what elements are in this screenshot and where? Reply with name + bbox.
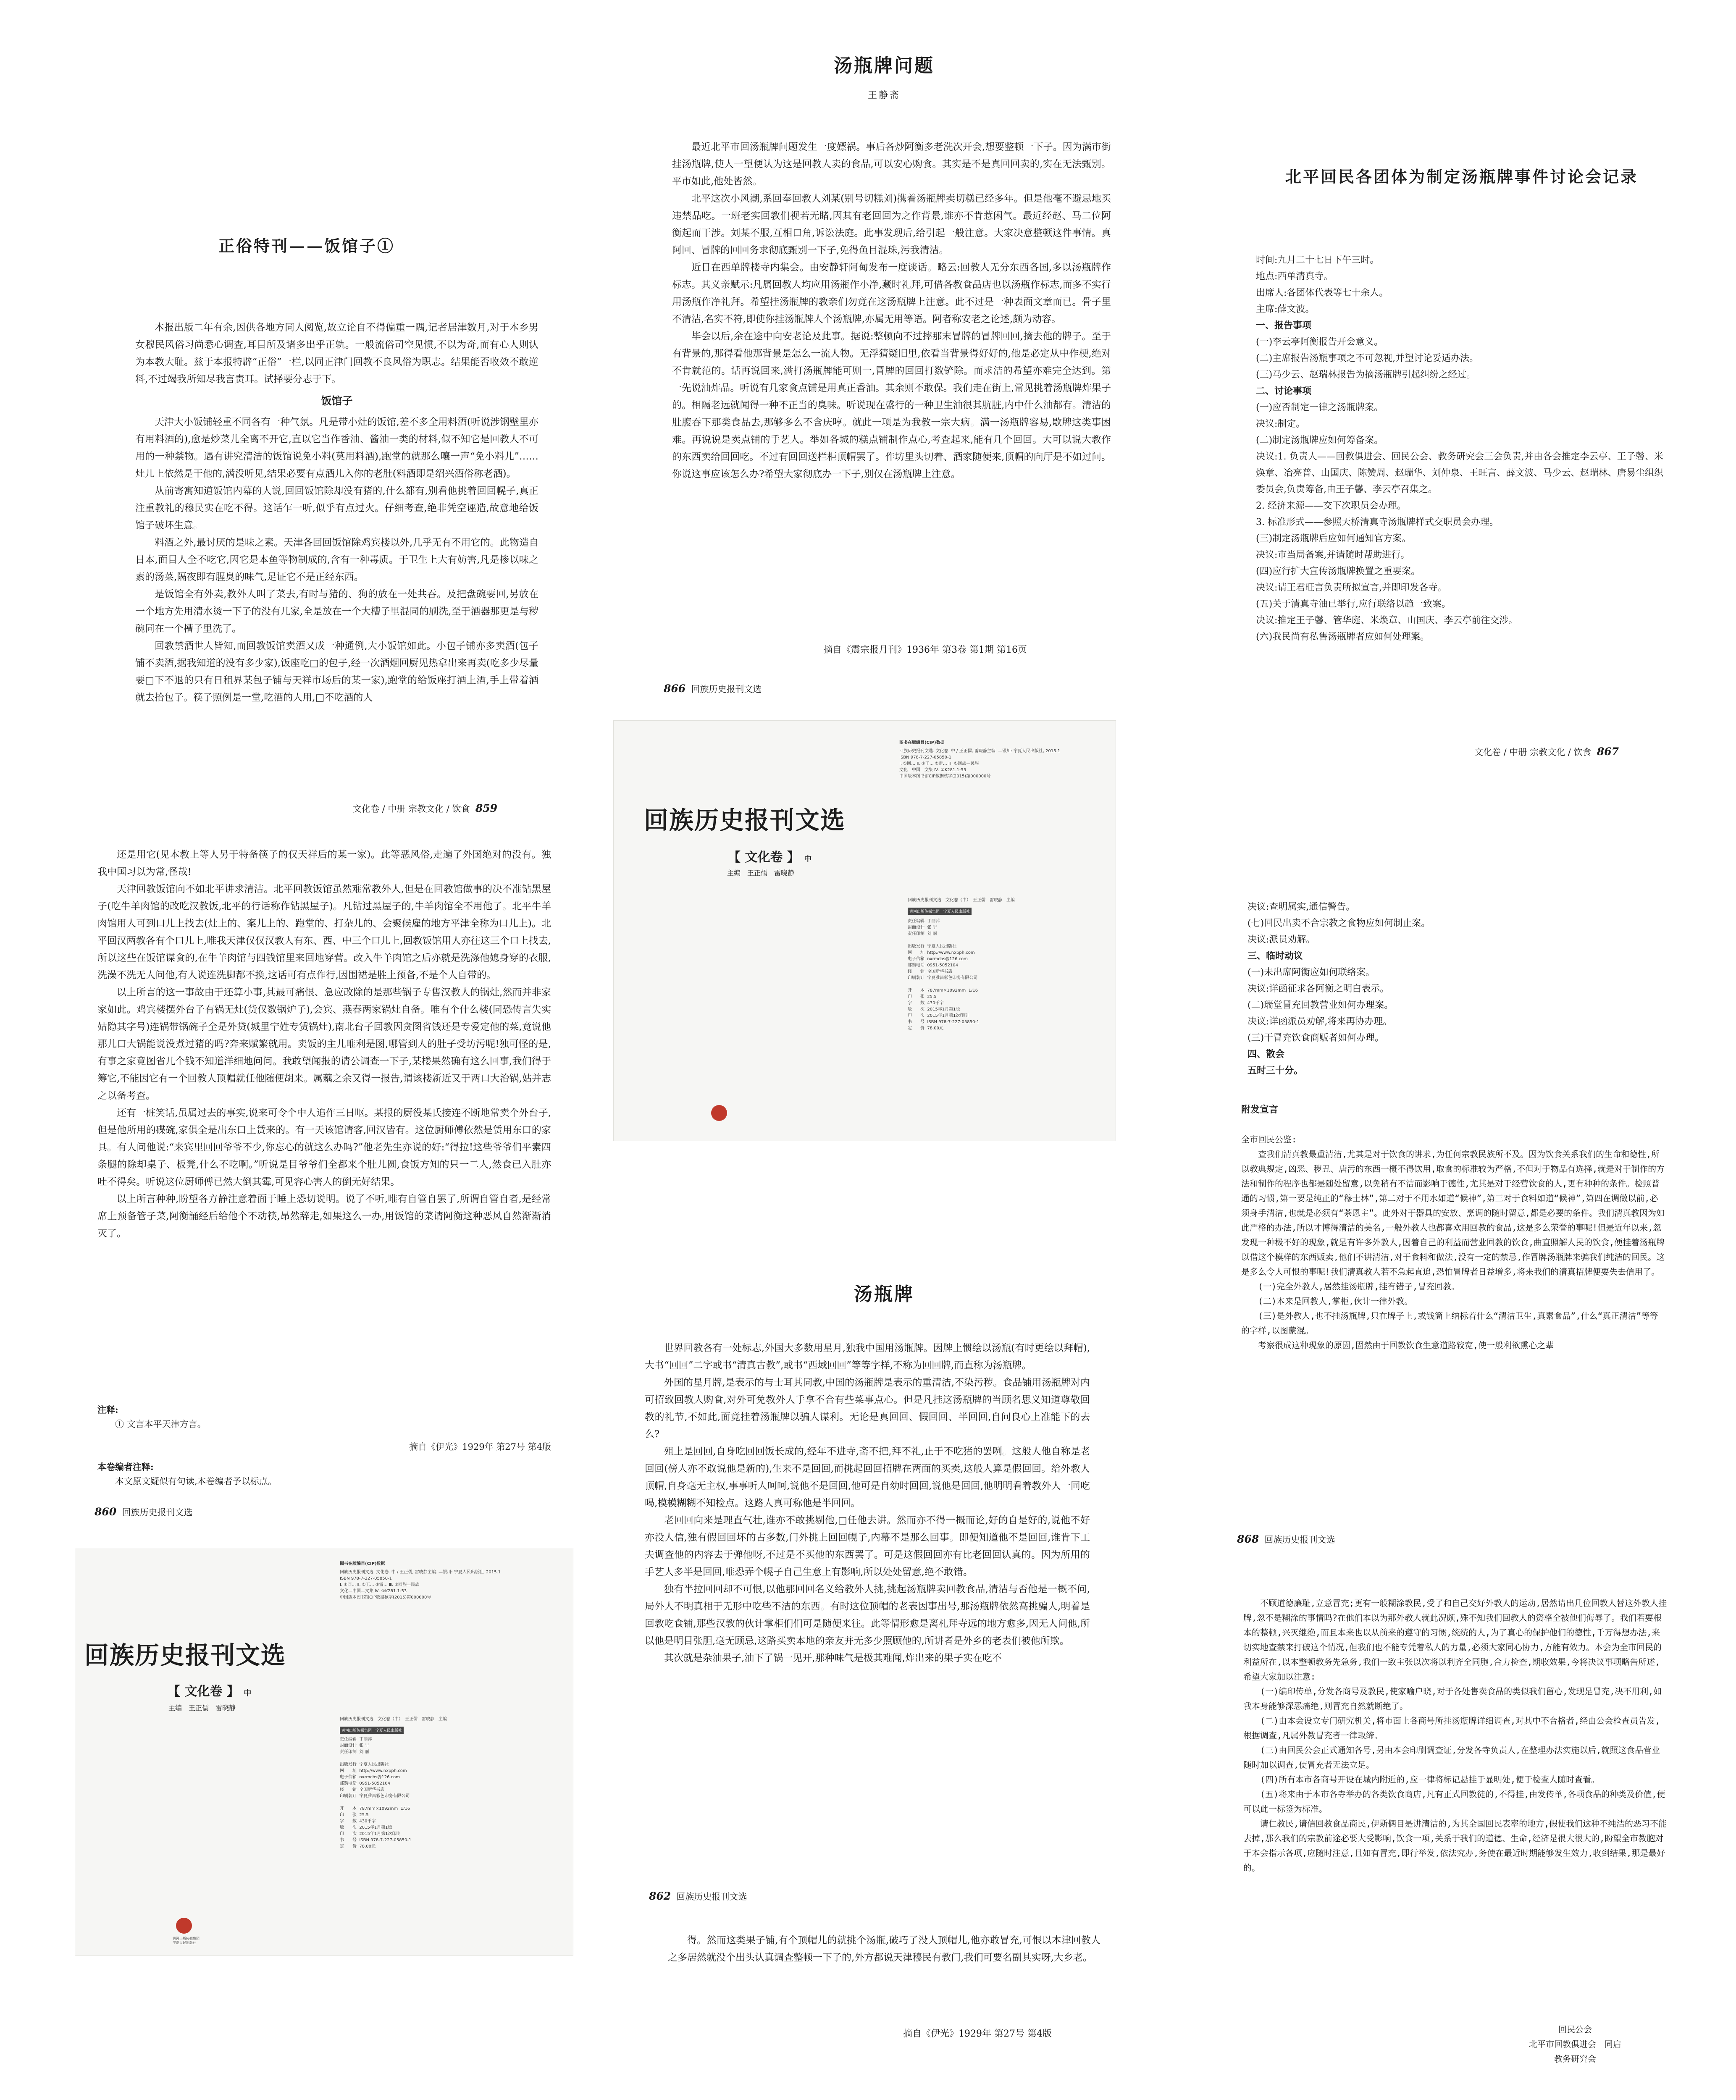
list-item: 决议:详函征求各阿衡之明白表示。 — [1248, 984, 1389, 994]
page-number: 868 — [1237, 1533, 1259, 1545]
publisher-name: 黄河出版传媒集团 宁夏人民出版社 — [173, 1937, 200, 1945]
list-item: 3. 标准形式——参照天桥清真寺汤瓶牌样式交职员会办理。 — [1256, 517, 1499, 528]
paragraph: 查我们清真教最重清洁,尤其是对于饮食的讲求,为任何宗教民族所不及。因为饮食关系我们的生命和德性,所以教典规定,凶恶、秽丑、唐污的东西一概不得饮用,取食的标准较为严格,不但对于物品有选择,就是对于制作的方法和制作的程序也都是随处留意,以免稍有不洁而影响于德性,尤其是对于经营饮食的人,更有种种的条件。检照普通的习惯,第一要是纯正的“穆士林”,第二对于不用水如道“候神”,第三对于食料如道“候神”,第四在调做以前,必须身手清洁,也就是必须有“茶恩主”。此外对于器具的安放、烹调的随时留意,都是必要的条件。我们清真教因为如此严格的办法,所以才博得清洁的美名,一般外教人也都喜欢用回教的食品,这是多么荣誉的事呢!但是近年以来,忽发现一种极不好的现象,就是有许多外教人,因着自己的利益而营业回教的饮食,曲直照解人民的饮食,便挂着汤瓶牌以借这个模样的东西贩卖,他们不讲清洁,对于食料和做法,没有一定的禁忌,作冒牌汤瓶牌来骗我们纯洁的回民。这是多么令人可恨的事呢!我们清真教人若不急起直追,恐怕冒牌者日益增多,将来我们的清真招牌便要失去信用了。 — [1241, 1149, 1665, 1277]
folio-text: 文化卷 / 中册 宗教文化 / 饮食 — [1474, 747, 1592, 757]
note-label: 注释: — [97, 1404, 118, 1415]
section-heading: 四、散会 — [1248, 1049, 1285, 1060]
page-number: 862 — [649, 1890, 671, 1902]
article-title-867: 北平回民各团体为制定汤瓶牌事件讨论会记录 — [1285, 167, 1638, 186]
list-item: 决议:1. 负责人——回教俱进会、回民公会、教务研究会三会负责,并由各会推定李云亭、王子馨、米焕章、冶亮普、山国庆、陈赞周、赵瑞华、刘仲泉、王旺言、薛文波、马少云、赵瑞林、唐易尘组织委员会,负责筹备,由王子馨、李云亭召集之。 — [1256, 452, 1663, 495]
paragraph: 最近北平市回汤瓶牌问题发生一度嫖祸。事后各炒阿衡多老洗次开会,想要整顿一下子。因为满市街挂汤瓶牌,使人一望便认为这是回教人卖的食品,可以安心购食。其实是不是真回回卖的,实在无法甄别。平市如此,他处皆然。 — [672, 142, 1111, 187]
paragraph: 得。然而这类果子铺,有个顶帽儿的就挑个汤瓶,破巧了没人顶帽儿,他亦敢冒充,可恨以本津回教人之多居然就没个出头认真调查整顿一下子的,外方都说天津穆民有教门,我们可要名副其实呀,大乡老。 — [668, 1935, 1100, 1963]
page-number: 866 — [664, 682, 686, 695]
article-body-867 — [1256, 252, 1663, 718]
folio-text: 回族历史报刊文选 — [691, 684, 762, 694]
list-item: (二)制定汤瓶牌应如何筹备案。 — [1256, 435, 1384, 446]
source-line-863: 摘自《伊光》1929年 第27号 第4版 — [903, 2029, 1052, 2039]
volume-suffix: 中 — [244, 1689, 252, 1698]
section-heading: 三、临时动议 — [1248, 950, 1303, 961]
appendix-868 — [1241, 1102, 1665, 1527]
article-body-863 — [668, 1932, 1100, 2008]
section-heading: 饭馆子 — [321, 395, 353, 407]
paragraph: 近日在西单牌楼寺内集会。由安静轩阿甸发布一度谈话。略云:回教人无分东西各国,多以汤瓶牌作标志。其义亲赋示:凡属回教人均应用汤瓶作小净,藏时礼拜,可借各教食品店也以汤瓶作标志,而多不实行用汤瓶作净礼拜。希望挂汤瓶牌的教亲们勿竟在这汤瓶牌上注意。此不过是一种表面文章而已。骨子里不清洁,名实不符,即使你挂汤瓶牌人个汤瓶牌,亦属无用等语。阿者称安老之论述,颇为动容。 — [672, 262, 1111, 325]
editors: 主编 王正儒 雷晓静 — [168, 1704, 236, 1712]
list-item: 决议:推定王子馨、管华庭、米焕章、山国庆、李云亭前往交涉。 — [1256, 615, 1518, 626]
paragraph: 请仁教民,请信回教食品商民,伊斯俩目是讲清洁的,为其全国回民表率的地方,假使我们这种不纯洁的恶习不能去掉,那么我们的宗教前途必要大受影响,饮食一项,关系于我们的道德、生命,经济是很大很大的,盼望全市教胞对于本会指示各项,应随时注意,且如有冒充,即行举发,依法究办,务使在最近时期能够发生效力,收到结果,那是最好的。 — [1243, 1819, 1667, 1873]
article-body-859 — [135, 319, 538, 815]
book-info: 责任编辑 丁丽萍 封面设计 张 宁 责任印制 刘 丽 出版发行 宁夏人民出版社 网 址 http://www.nxpph.com 电子信箱 nxrmcbs@126.com 邮购电话 0951-5052104 经 销 全国新华书店 印刷装订 宁夏雅昌彩色印务有限公司 开 本 787mm×1092mm 1/16 印 张 25.5 字 数 430千字 版 次 2015年1月第1版 印 次 2015年1月第1次印刷 书 号 ISBN 978-7-227-05850-1 定 价 78.00元 — [340, 1737, 412, 1849]
list-item: 决议:制定。 — [1256, 419, 1305, 429]
book-info: 责任编辑 丁丽萍 封面设计 张 宁 责任印制 刘 丽 出版发行 宁夏人民出版社 网 址 http://www.nxpph.com 电子信箱 nxrmcbs@126.com 邮购电话 0951-5052104 经 销 全国新华书店 印刷装订 宁夏雅昌彩色印务有限公司 开 本 787mm×1092mm 1/16 印 张 25.5 字 数 430千字 版 次 2015年1月第1版 印 次 2015年1月第1次印刷 书 号 ISBN 978-7-227-05850-1 定 价 78.00元 — [908, 919, 980, 1031]
cip-heading: 图书在版编目(CIP)数据 — [340, 1562, 385, 1566]
page-folio-868 — [1237, 1533, 1335, 1546]
editor-note-label: 本卷编者注释: — [97, 1462, 154, 1472]
intro-paragraph: 本报出版二年有余,因供各地方同人阅览,故立论自不得偏重一隅,记者居津数月,对于本乡男女穆民风俗习尚悉心调查,耳目所及诸多出乎正轨。一般流俗司空见惯,不以为奇,而有心人则认为本教大耻。兹于本报特辟“正俗”一栏,以同正津门回教不良风俗为职志。结果能否收效不敢逆料,不过竭我所知尽我言责耳。试择要分志于下。 — [135, 322, 538, 385]
paragraph: 是饭馆全有外卖,教外人叫了菜去,有时与猪的、狗的放在一处共吞。及把盘碗要回,另放在一个地方先用清水烫一下子的没有几家,全是放在一个大槽子里混同的刷洗,至于酒器那更是与秽碗同在一个槽子里洗了。 — [135, 589, 538, 634]
list-item: 决议:派员劝解。 — [1248, 934, 1316, 945]
paragraph: (一)完全外教人,居然挂汤瓶牌,挂有错子,冒充回教。 — [1258, 1281, 1460, 1292]
cip-data: 回族历史报刊文选. 文化卷. 中 / 王正儒, 雷晓静主编. —银川: 宁夏人民出版社, 2015.1 ISBN 978-7-227-05850-1 Ⅰ. ①回… Ⅱ. ①王… ②雷… Ⅲ. ①回族—民族 文化—中国—文集 Ⅳ. ①K281.1-53 中国版本图书馆CIP数据核字(2015)第000000号 — [340, 1570, 501, 1600]
paragraph: 不顾道德廉耻,立意冒充;更有一般糊涂教民,受了和自己交好外教人的运动,居然请出几位回教人替这外教人挂牌,忽不是糊涂的事情吗?在他们本以为那外教人就此况颇,殊不知我们回教人的资格全被他们侮辱了。我们若要根本的整顿,兴灭继绝,而且本来也以从前来的遵守的习惯,统统的人,为了真心的保护他们的德性,千万得想办法,来切实地查禁来打破这个情况,但我们也不能专凭着私人的力量,必须大家同心协力,方能有效力。本会为全市回民的利益所在,以本整顿教务先急务,我们一致主张以次将以利齐全同胞,合力检查,期收效果,今将决议事项略告所述,希望大家加以注意: — [1243, 1598, 1667, 1682]
publisher-logo-icon — [711, 1105, 727, 1121]
list-item: 决议:详函派员劝解,将来再协办理。 — [1248, 1016, 1392, 1027]
appendix-heading: 附发宣言 — [1241, 1104, 1279, 1115]
book-cover-spread-1 — [75, 1548, 573, 1956]
article-body-869 — [1243, 1596, 1668, 2016]
page-folio-860 — [95, 1506, 193, 1518]
publisher-logo-icon — [176, 1918, 192, 1934]
list-item: (七)回民出卖不合宗教之食物应如何制止案。 — [1248, 918, 1431, 929]
article-body-868 — [1248, 899, 1659, 1079]
page-number: 867 — [1597, 746, 1619, 758]
paragraph: 天津大小饭铺轻重不同各有一种气氛。凡是带小灶的饭馆,差不多全用料酒(听说涉钢壁里亦有用料酒的),愈是炒菜儿全离不开它,直以它当作香油、酱油一类的材料,似不知它是回教人不可用的一种禁物。遇有讲究清洁的饭馆说免小料(莫用料酒),跑堂的就那么嚷一声“免小料儿”……灶儿上依然是干他的,满没听见,结果必要有点酒儿入你的老肚(料酒即是绍兴酒俗称老酒)。 — [135, 417, 538, 479]
list-item: (五)关于清真寺油已举行,应行联络以趋一致案。 — [1256, 599, 1451, 609]
paragraph: 回教禁酒世人皆知,而回教饭馆卖酒又成一种通例,大小饭馆如此。小包子铺亦多卖酒(包子铺不卖酒,据我知道的没有多少家),饭座吃□的包子,经一次酒烟回厨见热拿出来再卖(吃多少尽量要□下不退的只有日租界某包子铺与天祥市场后的某一家),跑堂的给饭座打酒上酒,手上带着酒就去拾包子。筷子照例是一堂,吃酒的人用,□不吃酒的人 — [135, 640, 538, 703]
book-info-heading: 回族历史报刊文选 文化卷（中） 王正儒 雷晓静 主编 — [340, 1717, 447, 1722]
meta-chair: 主席:薛文波。 — [1256, 304, 1315, 315]
page-folio-867 — [1474, 746, 1619, 758]
meta-place: 地点:西单清真寺。 — [1256, 271, 1333, 282]
page-number: 860 — [95, 1506, 117, 1518]
paragraph: 还有一桩笑话,虽属过去的事实,说来可令个中人追作三日呕。某报的厨役某氏接连不断地常卖个外台子,但是他所用的碟碗,家俱全是出东口上赁来的。有一天该馆请客,回汉皆有。这位厨师傅依然是赁用东口的家具。有人问他说:“来宾里回回爷爷不少,你忘心的就这么办吗?”他老先生亦说的好:“得拉!这些爷爷们平素四条腿的除却桌子、板凳,什么不吃啊。”听说是目爷爷们全都来个肚儿圆,食饭方知的只一二人,然食已入肚亦吐不得矣。听说这位厨师傅已然大倒其霉,可见容心害人的倒无好结果。 — [97, 1108, 551, 1187]
list-item: (三)制定汤瓶牌后应如何通知官方案。 — [1256, 533, 1411, 544]
list-item: (二)瑞堂冒充回教营业如何办理案。 — [1248, 1000, 1394, 1011]
volume-text: 【 文化卷 】 — [168, 1684, 239, 1699]
editor-note: 本文原文疑似有句读,本卷编者予以标点。 — [115, 1476, 277, 1486]
article-title-862: 汤瓶牌 — [854, 1284, 914, 1305]
volume-text: 【 文化卷 】 — [728, 850, 800, 865]
paragraph: 考察很成这种现象的原因,固然由于回教饮食生意道路较宽,使一般利欲熏心之辈 — [1258, 1340, 1554, 1350]
article-body-862 — [645, 1340, 1090, 1882]
paragraph: 老回回向来是理直气壮,谁亦不敢挑剔他,□任他去讲。然而亦不得一概而论,好的自是好的,说他不好亦没人信,独有假回回坏的占多数,门外挑上回回幌子,内幕不是那么回事。即便知道他不是回回,谁肯下工夫调查他的内容去于弹他呀,不过是不买他的东西罢了。可是这假回回亦有比老回回认真的。因为所用的手艺人多半是回回,唯恐弄个幌子自己生意上有影响,所以处处留意,绝不敢错。 — [645, 1515, 1090, 1578]
volume-label — [728, 847, 812, 865]
article-body-860 — [97, 846, 551, 1405]
publisher-bar: 黄河出版传媒集团 宁夏人民出版社 — [340, 1727, 404, 1734]
paragraph: 以上所言种种,盼望各方静注意着面于睡上恐切说明。说了不听,唯有自管自罢了,所谓自管自者,是经常席上预备管子菜,阿衡誦经后给他个不动筷,昂然辞走,如果这么一办,用饭馆的菜请阿衡这种恶风自然渐渐消灭了。 — [97, 1194, 551, 1239]
paragraph: 独有半拉回回却不可恨,以他那回回名义给教外人挑,挑起汤瓶牌卖回教食品,清洁与否他是一概不问,局外人不明真相于无形中吃些不洁的东西。有时这位顶帽的老表因事出号,那汤瓶牌依然高挑骗人,明着是回教吃食铺,那些汉教的伙计掌柜们们可是随便来往。此等情形愈是离札拜寺远的地方愈多,因无人问他,所以他是明目张胆,毫无顾忌,这路买卖本地的亲友并无多少照顾他的,所讲者是外乡的老表们被他所欺。 — [645, 1584, 1090, 1646]
volume-suffix: 中 — [804, 855, 812, 864]
paragraph: 还是用它(见本教上等人另于特备筷子的仅天祥后的某一家)。此等恶风俗,走遍了外国绝对的没有。独我中国习以为常,怪哉! — [97, 849, 551, 877]
article-title-866: 汤瓶牌问题 — [834, 55, 935, 76]
meta-time: 时间:九月二十七日下午三时。 — [1256, 255, 1379, 265]
list-item: (一)未出席阿衡应如何联络案。 — [1248, 967, 1375, 978]
paragraph: (三)是外教人,也不挂汤瓶牌,只在牌子上,或钱筒上纳标着什么“清洁卫生,真素食品”,什么“真正清洁”等等的字样,以图蒙混。 — [1241, 1311, 1658, 1336]
paragraph: 外国的星月牌,是表示的与士耳其同教,中国的汤瓶牌是表示的重清洁,不染污秽。食品铺用汤瓶牌对内可招致回教人购食,对外可免教外人手拿不合有些菜事点心。但是凡挂这汤瓶牌的当顾名思义知道尊敬回教的礼节,不如此,面竟挂着汤瓶牌以骗人谋利。无论是真回回、假回回、半回回,自问良心上准能下的去么? — [645, 1377, 1090, 1440]
signatories — [1487, 2022, 1663, 2081]
author-866: 王静斋 — [867, 90, 901, 101]
book-cover-spread-2 — [613, 720, 1116, 1141]
list-item: (三)马少云、赵瑞林报告为摘汤瓶牌引起纠纷之经过。 — [1256, 370, 1476, 380]
page-number: 859 — [475, 802, 498, 814]
folio-text: 回族历史报刊文选 — [122, 1507, 193, 1517]
list-item: 决议:市当局备案,并请随时帮助进行。 — [1256, 550, 1410, 560]
list-item: (四)应行扩大宣传汤瓶牌换置之重要案。 — [1256, 566, 1421, 577]
paragraph: (三)由回民公会正式通知各号,另由本会印刷调查证,分发各寺负责人,在整理办法实施以后,就照这食品营业随时加以调查,使冒充者无法立足。 — [1243, 1745, 1660, 1770]
paragraph: 北平这次小风潮,系回奉回教人刘某(别号切糕刘)携着汤瓶牌卖切糕已经多年。但是他毫不避忌地买违禁品吃。一班老实回教们视若无睹,因其有老回回为之作背景,谁亦不肯惹闲气。最近经赵、马二位阿衡起而干涉。刘某不服,互相口角,诉讼法庭。此事发现后,给引起一般注意。大家决意整顿这件事情。真阿回、冒牌的回回务求彻底甄别一下子,免得鱼目混珠,污我清洁。 — [672, 193, 1111, 256]
cip-heading: 图书在版编目(CIP)数据 — [899, 740, 945, 745]
paragraph: 以上所言的这一事故由于还算小事,其最可痛恨、急应改除的是那些锅子专售汉教人的锅灶,然而并非家家如此。鸡宾楼摆外台子有锅无灶(货仅数锅炉子),会宾、燕春两家锅灶自备。唯有个什么楼(同恐传言失实姑隐其字号)连锅带锅碗子全是外贷(城里宁姓专赁锅灶),南北台子回教因贪图省钱还是专爱定他的菜,竟说他那儿口大锅能说没煮过猪的吗?奔来赋繁就用。卖饭的主儿唯利是图,哪管到人的肚子受坊污呢!独可怪的是,有事之家竟图省几个钱不知道洋细地问问。我敢望闻报的请公调查一下子,某楼果然确有这么回事,我们得于筹它,不能因它有一个回教人顶帽就任他随便胡来。属藕之余又得一报告,谓该楼新近又于两口大治锅,姑并志之以备考查。 — [97, 987, 551, 1101]
paragraph: (二)本来是回教人,掌柜,伙计一律外教。 — [1258, 1296, 1413, 1306]
signatory: 教务研究会 — [1554, 2054, 1596, 2064]
paragraph: 天津回教饭馆向不如北平讲求清洁。北平回教饭馆虽然难常教外人,但是在回教馆做事的决不准钻黑屋子(吃牛羊肉馆的改吃汉教饭,北平的行话称作钻黑屋子)。凡钻过黑屋子的,牛羊肉馆全不用他了。北平牛羊肉馆用人可到口儿上找去(灶上的、案儿上的、跑堂的、打杂儿的、会聚候雇的地方平津全称为口儿上)。北平回汉两教各有个口儿上,唯我天津仅仅汉教人有东、西、中三个口儿上,回教饭馆用人亦往这三个口上找去,所以这些在饭馆谋食的,在牛羊肉馆与四钱馆里来回地穿营。改入牛羊肉馆之后亦就是洗涤他媳身穿的衣服,洗澡不洗无人问他,有人说连洗脚都不换,这话可有点作行,因围裙是胜上预备,不是个人自带的。 — [97, 884, 551, 981]
list-item: (三)干冒充饮食商贩者如何办理。 — [1248, 1033, 1384, 1043]
list-item: (一)应否制定一律之汤瓶牌案。 — [1256, 402, 1384, 413]
list-item: (一)李云亭阿衡报告开会意义。 — [1256, 337, 1384, 347]
article-body-866 — [672, 139, 1111, 643]
paragraph: (四)所有本市各商号开设在城内附近的,应一律将标记悬挂于显明处,便于检查人随时查看。 — [1260, 1774, 1600, 1785]
signatory: 回民公会 — [1558, 2024, 1592, 2034]
paragraph: 其次就是杂油果子,油下了锅一见开,那种味气是极其难闻,炸出来的果子实在吃不 — [664, 1653, 1002, 1664]
paragraph: (五)将来由于本市各寺举办的各类饮食商店,凡有正式回教徒的,不得挂,由发传单,各项食品的种类及价值,便可以此一标签为标准。 — [1243, 1789, 1665, 1814]
list-item: 2. 经济来源——交下次职员会办理。 — [1256, 501, 1406, 511]
section-heading: 一、报告事项 — [1256, 320, 1312, 331]
book-title: 回族历史报刊文选 — [644, 806, 846, 835]
book-title: 回族历史报刊文选 — [84, 1641, 286, 1670]
folio-text: 回族历史报刊文选 — [676, 1892, 747, 1902]
signatory: 北平市回教俱进会 同启 — [1529, 2039, 1621, 2049]
book-info-heading: 回族历史报刊文选 文化卷（中） 王正儒 雷晓静 主编 — [908, 898, 1015, 903]
publisher-bar: 黄河出版传媒集团 宁夏人民出版社 — [908, 908, 972, 915]
section-heading: 二、讨论事项 — [1256, 386, 1312, 396]
paragraph: 世界回教各有一处标志,外国大多数用星月,独我中国用汤瓶牌。因牌上惯绘以汤瓶(有时更绘以拜帽),大书“回回”二字或书“清真古教”,或书“西域回回”等等字样,不称为回回牌,而直称为汤瓶牌。 — [645, 1343, 1090, 1371]
paragraph: (二)由本会设立专门研究机关,将市面上各商号所挂汤瓶牌详细调查,对其中不合格者,经由公会检查员告发,根据调查,凡属外教冒充者一律取缔。 — [1243, 1716, 1660, 1740]
article-title-859: 正俗特刊——饭馆子① — [218, 236, 395, 255]
paragraph: 毕会以后,余在途中向安老论及此事。据说:整顿向不过摔那末冒牌的冒牌回回,摘去他的牌子。至于有背景的,那得看他那背景是怎么一流人物。无浮猜疑旧里,依看当背景得好好的,他是必定从中作梗,绝对不肯就范的。话再说回来,满打汤瓶牌能可则一,冒牌的回回打数铲除。而求洁的希望亦难完全达到。第一先说油炸品。听说有几家食点铺是用真正香油。其余则不敢保。我们走在街上,常见挑着汤瓶牌炸果子的。相隔老远就闻得一种不正当的臭味。听说现在盛行的一种卫生油很其肮脏,内中什么油都有。清洁的肚腹吞下那类食品去,那够多么不含庆哼。就此一项是为我教一宗大病。满一汤瓶牌容易,歇牌这类事困难。再说说是卖点铺的手艺人。举如各城的糕点铺制作点心,考查起来,能有几个回回。大可以说大教作的东西卖给回回吃。不过有回回送栏柜顶帽罢了。作坊里头切着、酒家随便来,顶帽的向厅是不如过问。你说这事应该怎么办?希望大家彻底办一下子,别仅在汤瓶牌上注意。 — [672, 331, 1111, 480]
notes-860 — [97, 1403, 551, 1499]
meta-attendees: 出席人:各团体代表等七十余人。 — [1256, 288, 1389, 298]
footnote: ① 文言本平天津方言。 — [115, 1419, 206, 1429]
appendix-body — [1241, 1132, 1665, 1353]
paragraph: 殂上是回回,自身吃回回饭长成的,经年不进寺,斋不把,拜不礼,止于不吃猪的罢咧。这般人他自称是老回回(傍人亦不敢说他是新的),生来不是回回,而挑起回回招牌在两面的买卖,这般人算是假回回。给外教人顶帽,自身毫无主权,事事听人呵呵,说他不是回回,他可是自幼时回回,说他是回回,他明明看着教外人一同吃喝,模模糊糊不知检点。这路人真可称他是半回回。 — [645, 1446, 1090, 1509]
cip-data: 回族历史报刊文选. 文化卷. 中 / 王正儒, 雷晓静主编. —银川: 宁夏人民出版社, 2015.1 ISBN 978-7-227-05850-1 Ⅰ. ①回… Ⅱ. ①王… ②雷… Ⅲ. ①回族—民族 文化—中国—文集 Ⅳ. ①K281.1-53 中国版本图书馆CIP数据核字(2015)第000000号 — [899, 749, 1061, 779]
list-item: (二)主席报告汤瓶事项之不可忽视,并望讨论妥适办法。 — [1256, 353, 1479, 364]
paragraph: 从前寄寓知道饭馆内幕的人说,回回饭馆除却没有猪的,什么都有,别看他挑着回回幌子,真正注重教礼的穆民实在吃不得。这话乍一听,似乎有点过火。仔细考查,绝非凭空诬造,故意地给饭馆子破坏生意。 — [135, 486, 538, 531]
folio-text: 回族历史报刊文选 — [1264, 1535, 1335, 1545]
volume-label — [168, 1681, 251, 1699]
adjourn-time: 五时三十分。 — [1248, 1065, 1303, 1076]
page-folio-859 — [353, 802, 497, 815]
page-folio-866 — [664, 682, 762, 695]
folio-text: 文化卷 / 中册 宗教文化 / 饮食 — [353, 804, 470, 814]
paragraph: 料酒之外,最讨厌的是味之素。天津各回回饭馆除鸡宾楼以外,几乎无有不用它的。此物造自日本,面目人全不吃它,因它是本鱼等物制成的,含有一种毒质。于卫生上大有妨害,凡是掺以味之素的汤菜,隔夜即有腥臭的味气,足证它不是正经东西。 — [135, 537, 538, 583]
source-line-866: 摘自《震宗报月刊》1936年 第3卷 第1期 第16页 — [823, 645, 1027, 655]
editors: 主编 王正儒 雷晓静 — [727, 869, 795, 877]
page-folio-862 — [649, 1890, 747, 1903]
paragraph: (一)编印传单,分发各商号及教民,使家喻户晓,对于各处售卖食品的类似我们留心,发现是冒充,决不用利,如我本身能够深恶痛绝,则冒充自然就断绝了。 — [1243, 1686, 1662, 1711]
list-item: (六)我民尚有私售汤瓶牌者应如何处理案。 — [1256, 632, 1430, 642]
list-item: 决议:查明属实,通信警告。 — [1248, 902, 1355, 912]
list-item: 决议:请王君旺言负责所拟宣言,并即印发各寺。 — [1256, 583, 1447, 593]
salutation: 全市回民公鉴: — [1241, 1134, 1297, 1144]
source-line: 摘自《伊光》1929年 第27号 第4版 — [409, 1442, 551, 1452]
